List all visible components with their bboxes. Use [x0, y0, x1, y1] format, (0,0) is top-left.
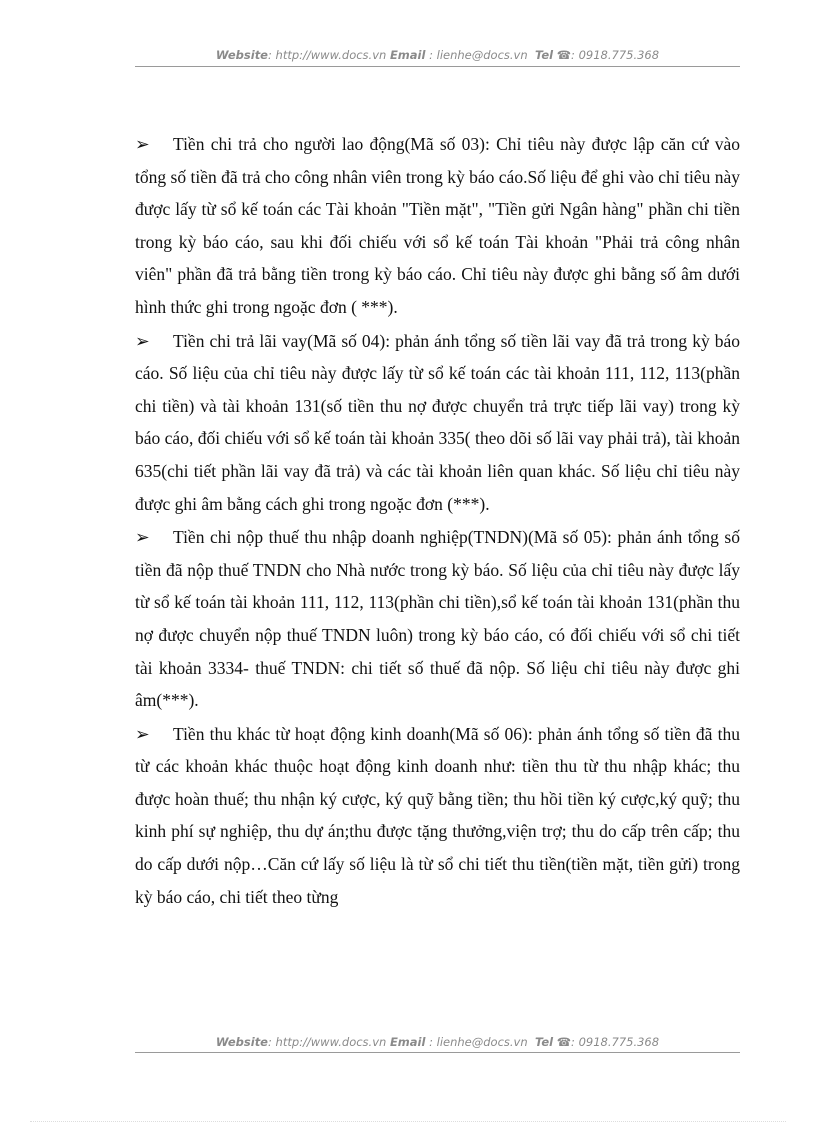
paragraph-ma-so-05 — [135, 521, 740, 717]
paragraph-text: Tiền chi trả cho người lao động(Mã số 03): Chỉ tiêu này được lập căn cứ vào tổng số tiền đã trả cho công nhân viên trong kỳ báo cáo.Số liệu để ghi vào chỉ tiêu này được lấy từ sổ kế toán các Tài khoản "Tiền mặt", "Tiền gửi Ngân hàng" phần chi tiền trong kỳ báo cáo, sau khi đối chiếu với sổ kế toán Tài khoản "Phải trả công nhân viên" phần đã trả bằng tiền trong kỳ báo cáo. Chỉ tiêu này được ghi bằng số âm dưới hình thức ghi trong ngoặc đơn ( ***). — [135, 134, 740, 317]
page-header — [135, 48, 740, 62]
paragraph-ma-so-06 — [135, 718, 740, 914]
page-edge-dotted-line — [30, 1121, 786, 1122]
paragraph-text: Tiền chi trả lãi vay(Mã số 04): phản ánh tổng số tiền lãi vay đã trả trong kỳ báo cáo. Số liệu của chỉ tiêu này được lấy từ sổ kế toán các tài khoản 111, 112, 113(phần chi tiền) và tài khoản 131(số tiền thu nợ được chuyển trả trực tiếp lãi vay) trong kỳ báo cáo, đối chiếu với sổ kế toán tài khoản 335( theo dõi số lãi vay phải trả), tài khoản 635(chi tiết phần lãi vay đã trả) và các tài khoản liên quan khác. Số liệu chỉ tiêu này được ghi âm bằng cách ghi trong ngoặc đơn (***). — [135, 330, 740, 514]
page-footer — [135, 1035, 740, 1049]
tel-number: : 0918.775.368 — [571, 48, 660, 62]
paragraph-text: Tiền chi nộp thuế thu nhập doanh nghiệp(TNDN)(Mã số 05): phản ánh tổng số tiền đã nộp thuế TNDN cho Nhà nước trong kỳ báo. Số liệu của chỉ tiêu này được lấy từ sổ kế toán tài khoản 111, 112, 113(phần chi tiền),sổ kế toán tài khoản 131(phần thu nợ được chuyển nộp thuế TNDN luôn) trong kỳ báo cáo, có đối chiếu với sổ chi tiết tài khoản 3334- thuế TNDN: chi tiết số thuế đã nộp. Số liệu chỉ tiêu này được ghi âm(***). — [135, 527, 740, 711]
arrow-bullet-icon: ➢ — [135, 723, 150, 744]
email-address[interactable]: : lienhe@docs.vn — [425, 1035, 528, 1049]
email-label: Email — [389, 1035, 426, 1049]
phone-icon: ☎ — [556, 1035, 572, 1049]
paragraph-text: Tiền thu khác từ hoạt động kinh doanh(Mã số 06): phản ánh tổng số tiền đã thu từ các khoản khác thuộc hoạt động kinh doanh như: tiền thu từ thu nhập khác; thu được hoàn thuế; thu nhận ký cược, ký quỹ bằng tiền; thu hồi tiền ký cược,ký quỹ; thu kinh phí sự nghiệp, thu dự án;thu được tặng thưởng,viện trợ; thu do cấp trên cấp; thu do cấp dưới nộp…Căn cứ lấy số liệu là từ sổ chi tiết thu tiền(tiền mặt, tiền gửi) trong kỳ báo cáo, chi tiết theo từng — [135, 723, 740, 907]
arrow-bullet-icon: ➢ — [135, 134, 150, 154]
header-divider — [135, 66, 740, 67]
website-label: Website — [215, 1035, 268, 1049]
website-url[interactable]: : http://www.docs.vn — [268, 48, 387, 62]
tel-number: : 0918.775.368 — [571, 1035, 660, 1049]
website-label: Website — [215, 48, 268, 62]
paragraph-ma-so-03 — [135, 128, 740, 324]
arrow-bullet-icon: ➢ — [135, 330, 150, 351]
tel-label: Tel — [534, 48, 554, 62]
email-label: Email — [389, 48, 426, 62]
email-address[interactable]: : lienhe@docs.vn — [425, 48, 528, 62]
tel-label: Tel — [534, 1035, 554, 1049]
paragraph-ma-so-04 — [135, 325, 740, 521]
phone-icon: ☎ — [556, 48, 572, 62]
document-body — [135, 128, 740, 914]
arrow-bullet-icon: ➢ — [135, 527, 150, 548]
website-url[interactable]: : http://www.docs.vn — [268, 1035, 387, 1049]
footer-divider — [135, 1052, 740, 1053]
